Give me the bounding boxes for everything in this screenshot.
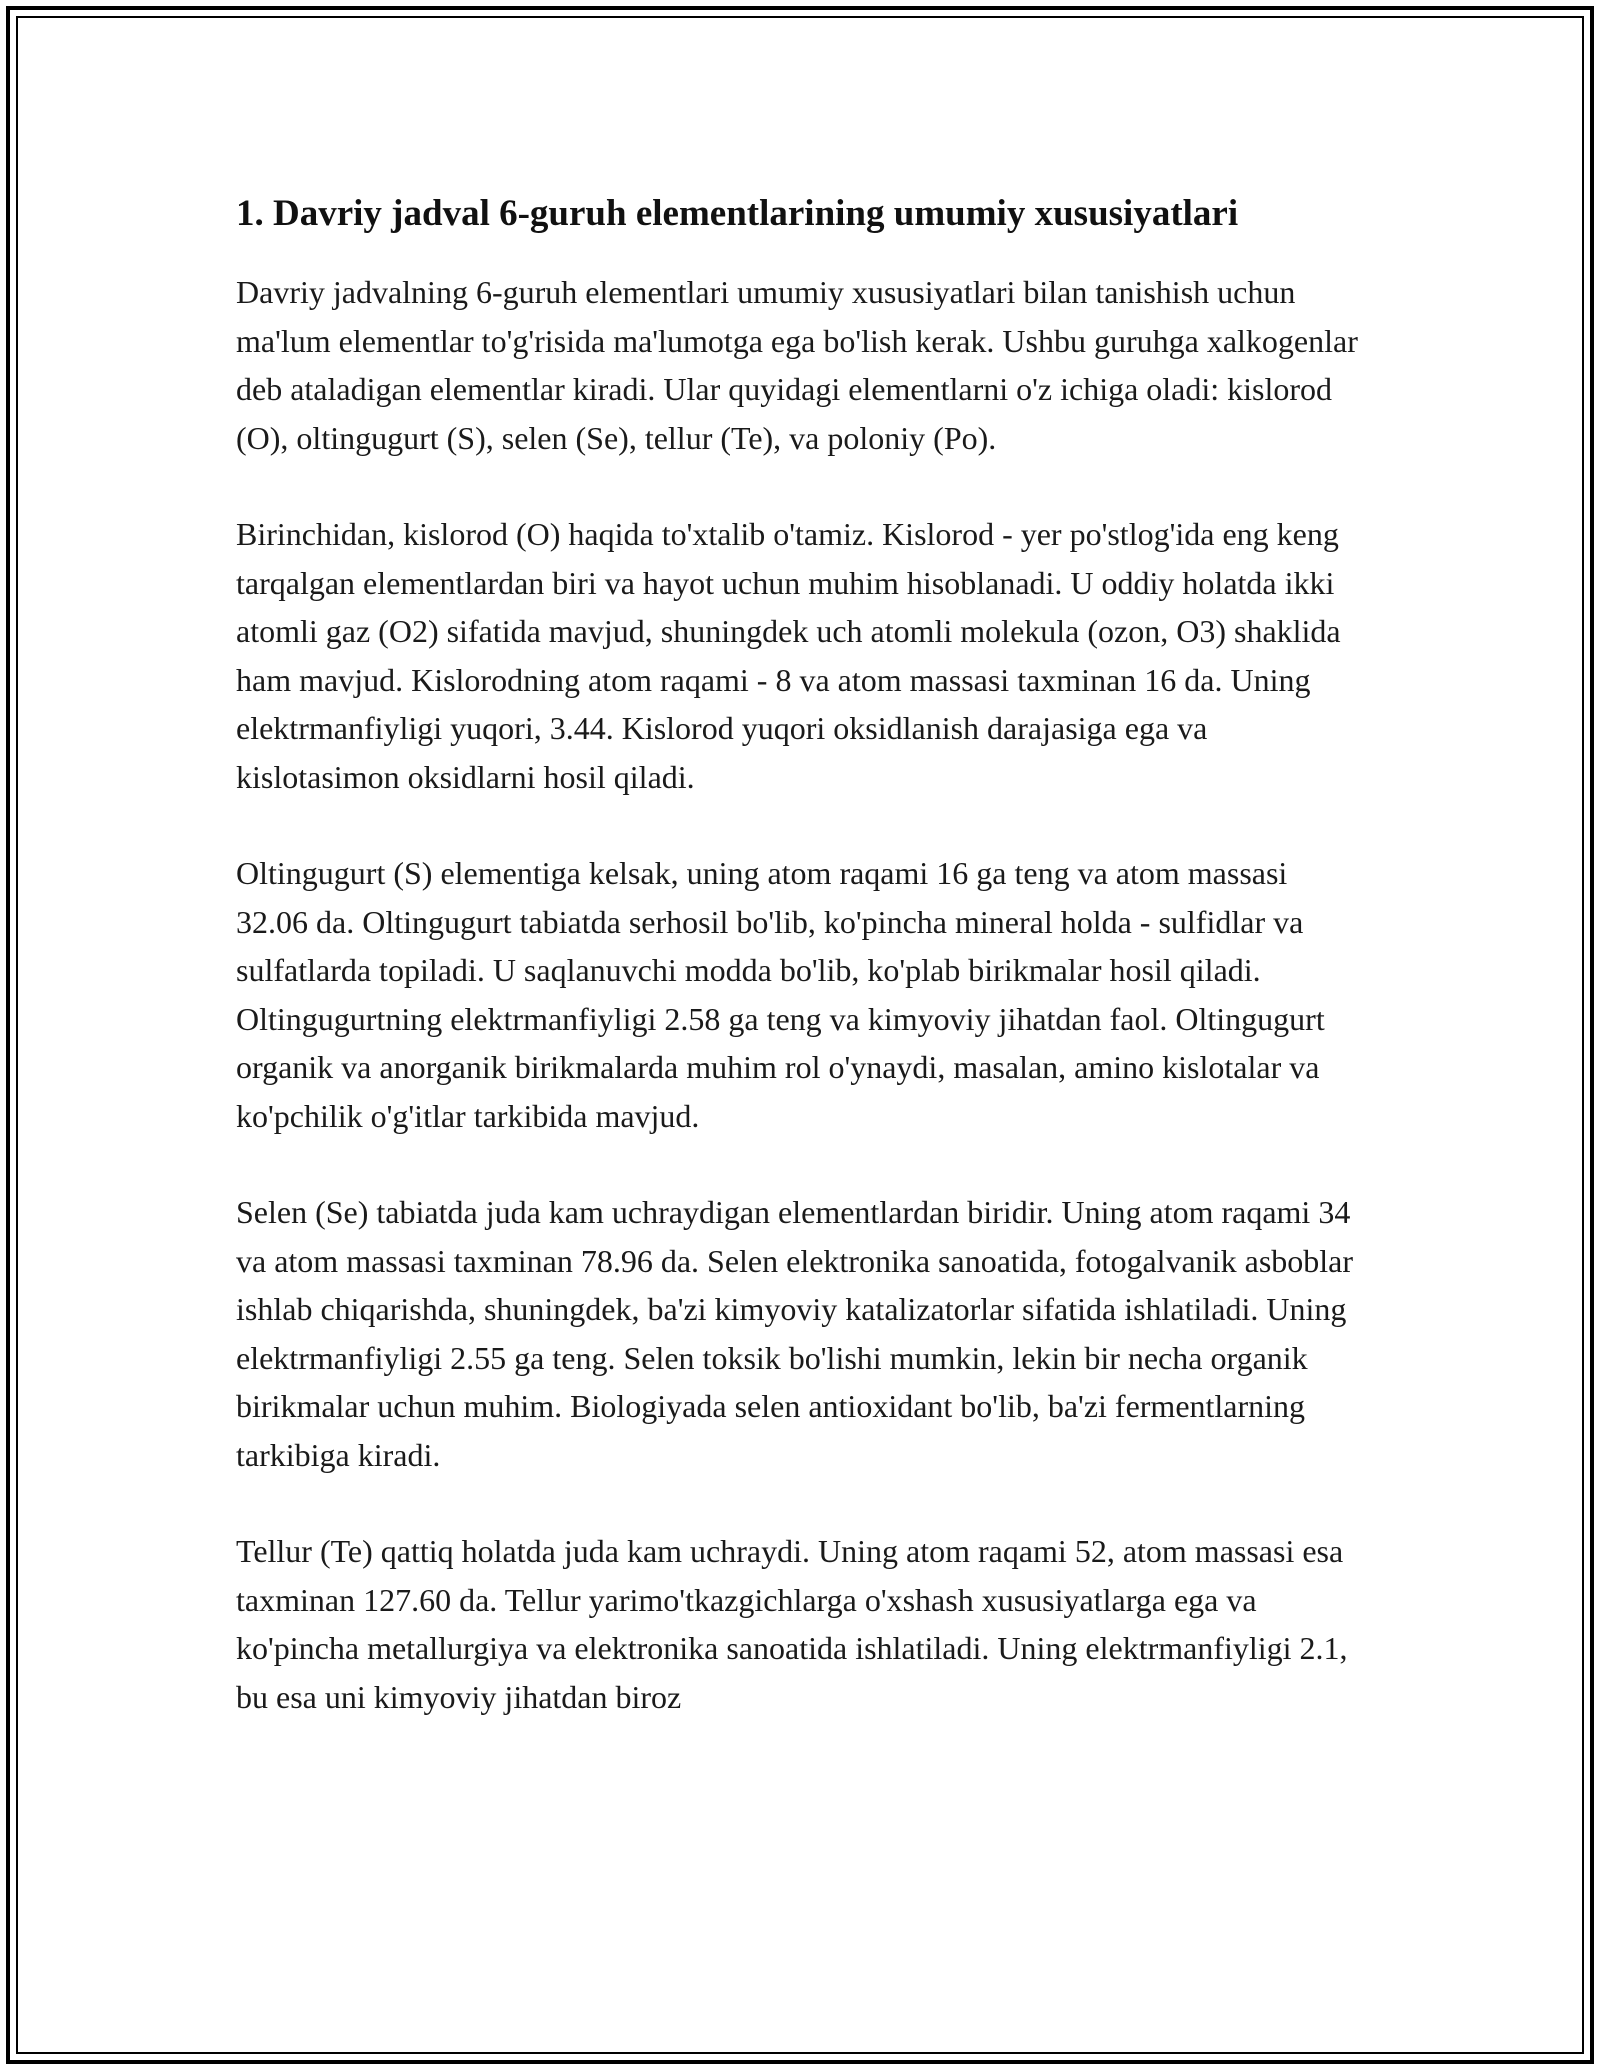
section-heading: 1. Davriy jadval 6-guruh elementlarining umumiy xususiyatlari xyxy=(236,193,1239,234)
paragraph-intro: Davriy jadvalning 6-guruh elementlari umumiy xususiyatlari bilan tanishish uchun ma'lum elementlar to'g'risida ma'lumotga ega bo'lish kerak. Ushbu guruhga xalkogenlar deb ataladigan elementlar kiradi. Ular quyidagi elementlarni o'z ichiga oladi: kislorod (O), oltingugurt (S), selen (Se), tellur (Te), va poloniy (Po). xyxy=(236,274,1358,456)
document-body xyxy=(236,186,1366,1769)
paragraph-oxygen: Birinchidan, kislorod (O) haqida to'xtalib o'tamiz. Kislorod - yer po'stlog'ida eng keng tarqalgan elementlardan biri va hayot uchun muhim hisoblanadi. U oddiy holatda ikki atomli gaz (O2) sifatida mavjud, shuningdek uch atomli molekula (ozon, O3) shaklida ham mavjud. Kislorodning atom raqami - 8 va atom massasi taxminan 16 da. Uning elektrmanfiyligi yuqori, 3.44. Kislorod yuqori oksidlanish darajasiga ega va kislotasimon oksidlarni hosil qiladi. xyxy=(236,516,1341,795)
paragraph-sulfur: Oltingugurt (S) elementiga kelsak, uning atom raqami 16 ga teng va atom massasi 32.06 da. Oltingugurt tabiatda serhosil bo'lib, ko'pincha mineral holda - sulfidlar va sulfatlarda topiladi. U saqlanuvchi modda bo'lib, ko'plab birikmalar hosil qiladi. Oltingugurtning elektrmanfiyligi 2.58 ga teng va kimyoviy jihatdan faol. Oltingugurt organik va anorganik birikmalarda muhim rol o'ynaydi, masalan, amino kislotalar va ko'pchilik o'g'itlar tarkibida mavjud. xyxy=(236,855,1325,1134)
paragraph-tellurium: Tellur (Te) qattiq holatda juda kam uchraydi. Uning atom raqami 52, atom massasi esa taxminan 127.60 da. Tellur yarimo'tkazgichlarga o'xshash xususiyatlarga ega va ko'pincha metallurgiya va elektronika sanoatida ishlatiladi. Uning elektrmanfiyligi 2.1, bu esa uni kimyoviy jihatdan biroz xyxy=(236,1533,1348,1715)
paragraph-selenium: Selen (Se) tabiatda juda kam uchraydigan elementlardan biridir. Uning atom raqami 34 va atom massasi taxminan 78.96 da. Selen elektronika sanoatida, fotogalvanik asboblar ishlab chiqarishda, shuningdek, ba'zi kimyoviy katalizatorlar sifatida ishlatiladi. Uning elektrmanfiyligi 2.55 ga teng. Selen toksik bo'lishi mumkin, lekin bir necha organik birikmalar uchun muhim. Biologiyada selen antioxidant bo'lib, ba'zi fermentlarning tarkibiga kiradi. xyxy=(236,1194,1354,1473)
